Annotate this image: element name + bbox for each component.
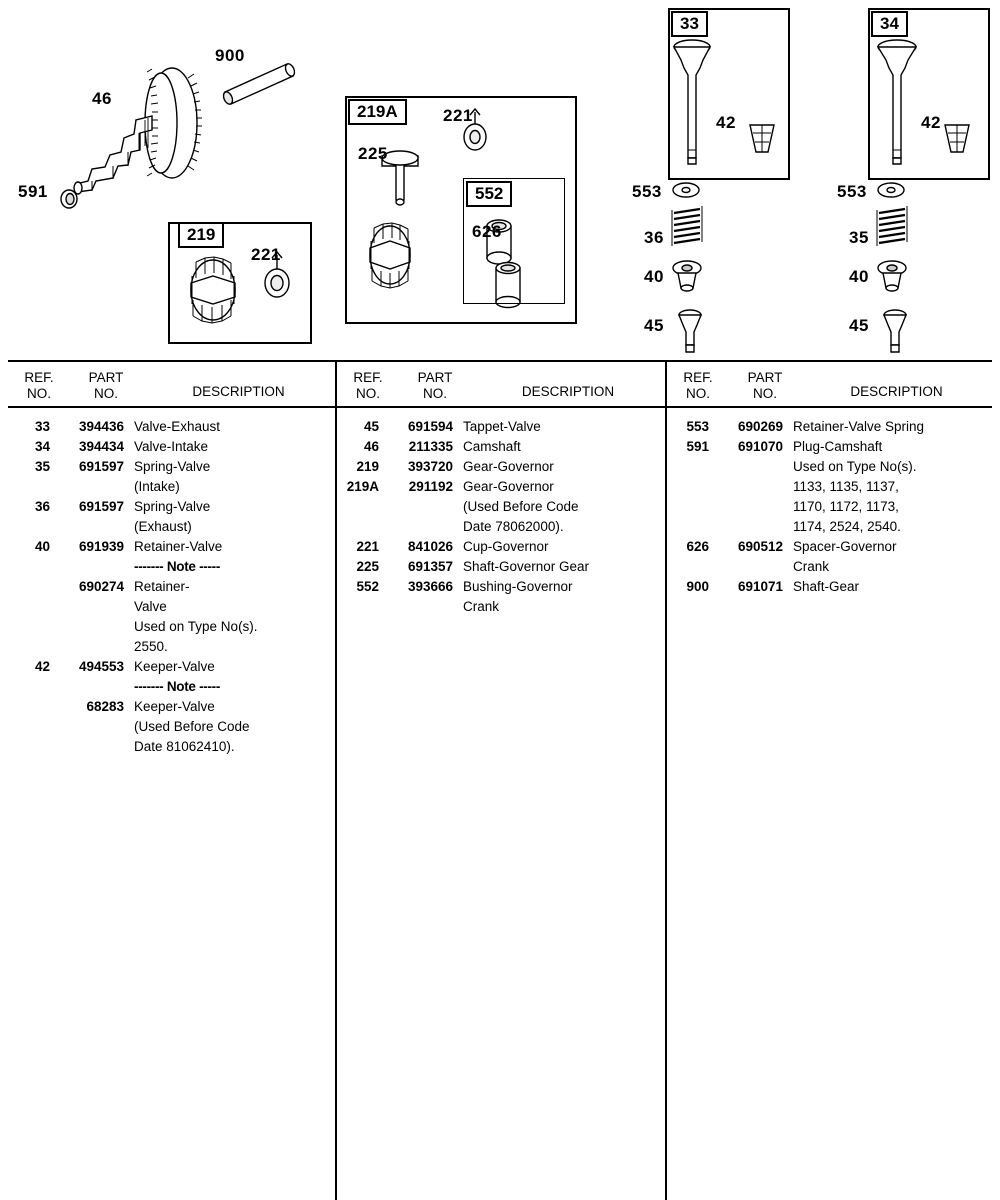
table-row xyxy=(337,577,665,597)
cell-ref xyxy=(337,517,389,537)
cell-desc: Spacer-Governor xyxy=(793,539,897,554)
cell-ref xyxy=(8,597,60,617)
table-header-1 xyxy=(8,362,335,406)
parts-table-column-1 xyxy=(8,362,335,1200)
table-row xyxy=(667,557,992,577)
cell-ref xyxy=(8,517,60,537)
cell-ref xyxy=(667,457,719,477)
cell-desc: (Used Before Code xyxy=(463,499,579,514)
table-row xyxy=(667,537,992,557)
cell-part: 393666 xyxy=(407,579,453,594)
cell-part: 393720 xyxy=(407,459,453,474)
cell-desc: 1133, 1135, 1137, xyxy=(793,479,899,494)
callout-225: 225 xyxy=(358,144,388,163)
retainer-valve-40-right xyxy=(878,261,906,291)
callout-45-right: 45 xyxy=(849,316,869,335)
cell-part xyxy=(389,517,461,537)
tappet-valve-45-right xyxy=(884,310,906,352)
table-row xyxy=(337,557,665,577)
cell-ref: 219 xyxy=(356,459,379,474)
label-219: 219 xyxy=(178,222,224,248)
cell-desc: Shaft-Governor Gear xyxy=(463,559,590,574)
callout-46: 46 xyxy=(92,89,112,108)
cell-part: 68283 xyxy=(86,699,124,714)
callout-553-right: 553 xyxy=(837,182,867,201)
table-row xyxy=(337,537,665,557)
header-description: DESCRIPTION xyxy=(850,384,943,399)
table-row xyxy=(8,437,335,457)
cell-ref: 42 xyxy=(34,659,50,674)
cell-ref: 552 xyxy=(356,579,379,594)
header-part-line2: NO. xyxy=(752,385,777,401)
table-row xyxy=(8,517,335,537)
cell-desc: (Exhaust) xyxy=(134,519,192,534)
table-row xyxy=(667,577,992,597)
cell-desc: Keeper-Valve xyxy=(134,699,215,714)
callout-591: 591 xyxy=(18,182,48,201)
cell-part: 841026 xyxy=(407,539,453,554)
parts-illustration xyxy=(0,0,1000,358)
cell-ref: 591 xyxy=(686,439,709,454)
cell-ref xyxy=(667,517,719,537)
cell-part xyxy=(719,457,791,477)
tappet-valve-45-left xyxy=(679,310,701,352)
retainer-valve-40-left xyxy=(673,261,701,291)
cell-ref: 553 xyxy=(686,419,709,434)
cell-desc: Crank xyxy=(463,599,500,614)
cell-ref xyxy=(8,617,60,637)
cell-desc: 1170, 1172, 1173, xyxy=(793,499,899,514)
cell-part xyxy=(389,497,461,517)
cell-desc: 1174, 2524, 2540. xyxy=(793,519,901,534)
table-rows-3 xyxy=(667,408,992,597)
cell-ref xyxy=(667,477,719,497)
cell-ref: 45 xyxy=(363,419,379,434)
table-row xyxy=(337,457,665,477)
cell-part: 690269 xyxy=(737,419,783,434)
table-row xyxy=(337,437,665,457)
table-row xyxy=(337,477,665,497)
header-part-line1: PART xyxy=(88,370,124,385)
table-row xyxy=(8,617,335,637)
table-row xyxy=(8,497,335,517)
cell-part: 691070 xyxy=(737,439,783,454)
table-row xyxy=(8,477,335,497)
header-ref-line1: REF. xyxy=(353,370,383,385)
callout-221-upper: 221 xyxy=(443,106,473,125)
parts-table xyxy=(8,360,992,1200)
callout-45-left: 45 xyxy=(644,316,664,335)
cell-ref xyxy=(8,677,60,697)
cell-ref xyxy=(8,637,60,657)
header-ref-line2: NO. xyxy=(685,385,710,401)
label-219A: 219A xyxy=(348,99,407,125)
table-row xyxy=(8,697,335,717)
cell-desc: Retainer-Valve Spring xyxy=(793,419,925,434)
table-row-note xyxy=(8,557,335,577)
cell-ref: 219A xyxy=(346,479,379,494)
table-row xyxy=(337,597,665,617)
cell-part xyxy=(60,617,132,637)
cell-part: 691357 xyxy=(407,559,453,574)
table-rows-2 xyxy=(337,408,665,617)
cell-desc: Tappet-Valve xyxy=(463,419,541,434)
table-row xyxy=(8,457,335,477)
callout-36: 36 xyxy=(644,228,664,247)
cell-part: 690274 xyxy=(78,579,124,594)
cell-desc: Valve-Exhaust xyxy=(134,419,221,434)
cell-ref xyxy=(8,737,60,757)
table-row xyxy=(8,577,335,597)
header-part-line1: PART xyxy=(417,370,453,385)
table-row-note xyxy=(8,677,335,697)
label-552: 552 xyxy=(466,181,512,207)
retainer-valve-spring-553-right xyxy=(878,183,904,197)
cell-desc: Valve-Intake xyxy=(134,439,209,454)
cell-part xyxy=(719,497,791,517)
cell-desc: Date 81062410). xyxy=(134,739,235,754)
cell-ref: 34 xyxy=(34,439,50,454)
cell-desc: ------- Note ----- xyxy=(134,559,221,574)
cell-part: 691597 xyxy=(78,499,124,514)
header-part-line2: NO. xyxy=(422,385,447,401)
header-part-line2: NO. xyxy=(93,385,118,401)
cell-desc: (Intake) xyxy=(134,479,180,494)
cell-ref: 46 xyxy=(363,439,379,454)
cell-ref xyxy=(8,477,60,497)
cell-part xyxy=(60,517,132,537)
table-row xyxy=(337,517,665,537)
cell-desc: 2550. xyxy=(134,639,168,654)
cell-ref: 40 xyxy=(34,539,50,554)
table-header-3 xyxy=(667,362,992,406)
cell-ref: 221 xyxy=(356,539,379,554)
cell-part xyxy=(719,517,791,537)
callout-553-left: 553 xyxy=(632,182,662,201)
cell-part: 691071 xyxy=(737,579,783,594)
table-row xyxy=(8,597,335,617)
cell-part: 394436 xyxy=(78,419,124,434)
cell-desc: Crank xyxy=(793,559,830,574)
cell-ref xyxy=(8,557,60,577)
header-ref-line1: REF. xyxy=(24,370,54,385)
cell-ref xyxy=(8,697,60,717)
header-ref-line1: REF. xyxy=(683,370,713,385)
label-33: 33 xyxy=(671,11,708,37)
table-row xyxy=(667,437,992,457)
table-row xyxy=(8,717,335,737)
cell-part xyxy=(719,477,791,497)
cell-part xyxy=(60,637,132,657)
cell-desc: (Used Before Code xyxy=(134,719,250,734)
cell-ref: 35 xyxy=(34,459,50,474)
callout-40-left: 40 xyxy=(644,267,664,286)
callout-40-right: 40 xyxy=(849,267,869,286)
callout-221-lower: 221 xyxy=(251,245,281,264)
retainer-valve-spring-553-left xyxy=(673,183,699,197)
cell-ref xyxy=(337,497,389,517)
table-row xyxy=(337,497,665,517)
parts-table-column-2 xyxy=(335,362,665,1200)
callout-42-right: 42 xyxy=(921,113,941,132)
cell-desc: Date 78062000). xyxy=(463,519,564,534)
cell-desc: Retainer- xyxy=(134,579,190,594)
cell-ref xyxy=(8,577,60,597)
cell-desc: Bushing-Governor xyxy=(463,579,573,594)
table-header-2 xyxy=(337,362,665,406)
cell-desc: Used on Type No(s). xyxy=(134,619,258,634)
table-row xyxy=(667,497,992,517)
camshaft-46 xyxy=(74,68,202,194)
cell-ref: 900 xyxy=(686,579,709,594)
cell-desc: Gear-Governor xyxy=(463,479,554,494)
cell-ref xyxy=(667,557,719,577)
cell-ref xyxy=(337,597,389,617)
callout-626: 626 xyxy=(472,222,502,241)
cell-part xyxy=(719,557,791,577)
cell-desc: Valve xyxy=(134,599,167,614)
cell-part: 211335 xyxy=(408,439,453,454)
table-row xyxy=(667,477,992,497)
cell-part: 394434 xyxy=(78,439,124,454)
cell-part: 494553 xyxy=(78,659,124,674)
header-description: DESCRIPTION xyxy=(521,384,615,399)
cell-desc: Spring-Valve xyxy=(134,499,211,514)
cell-part xyxy=(60,677,132,697)
table-row xyxy=(8,417,335,437)
header-ref-line2: NO. xyxy=(355,385,380,401)
cell-part xyxy=(389,597,461,617)
cell-part: 691939 xyxy=(78,539,124,554)
cell-part: 691597 xyxy=(78,459,124,474)
label-34: 34 xyxy=(871,11,908,37)
header-ref-line2: NO. xyxy=(26,385,51,401)
cell-desc: Camshaft xyxy=(463,439,521,454)
cell-ref: 225 xyxy=(356,559,379,574)
spring-valve-35 xyxy=(877,206,907,246)
cell-part: 691594 xyxy=(407,419,453,434)
cell-part: 690512 xyxy=(737,539,783,554)
cell-part xyxy=(60,477,132,497)
header-description: DESCRIPTION xyxy=(192,384,285,399)
callout-35: 35 xyxy=(849,228,869,247)
cell-ref: 36 xyxy=(34,499,50,514)
cell-ref: 626 xyxy=(686,539,709,554)
cell-part: 291192 xyxy=(408,479,453,494)
cell-ref xyxy=(667,497,719,517)
cell-ref: 33 xyxy=(34,419,50,434)
spring-valve-36 xyxy=(672,206,702,246)
cell-desc: Retainer-Valve xyxy=(134,539,223,554)
parts-table-column-3 xyxy=(665,362,992,1200)
cell-part xyxy=(60,597,132,617)
cell-desc: Keeper-Valve xyxy=(134,659,215,674)
plug-camshaft-591 xyxy=(61,190,77,208)
table-row xyxy=(667,417,992,437)
table-row xyxy=(8,657,335,677)
table-row xyxy=(8,637,335,657)
table-row xyxy=(8,737,335,757)
cell-part xyxy=(60,557,132,577)
callout-42-left: 42 xyxy=(716,113,736,132)
cell-desc: Spring-Valve xyxy=(134,459,211,474)
table-rows-1 xyxy=(8,408,335,757)
table-row xyxy=(8,537,335,557)
header-part-line1: PART xyxy=(747,370,783,385)
callout-900: 900 xyxy=(215,46,245,65)
table-row xyxy=(667,517,992,537)
cell-ref xyxy=(8,717,60,737)
cell-desc: Used on Type No(s). xyxy=(793,459,917,474)
table-row xyxy=(337,417,665,437)
shaft-gear-900 xyxy=(222,62,297,105)
cell-desc: Plug-Camshaft xyxy=(793,439,883,454)
cell-part xyxy=(60,737,132,757)
cell-part xyxy=(60,717,132,737)
cell-desc: Cup-Governor xyxy=(463,539,549,554)
cell-desc: Gear-Governor xyxy=(463,459,554,474)
table-row xyxy=(667,457,992,477)
cell-desc: ------- Note ----- xyxy=(134,679,221,694)
cell-desc: Shaft-Gear xyxy=(793,579,860,594)
